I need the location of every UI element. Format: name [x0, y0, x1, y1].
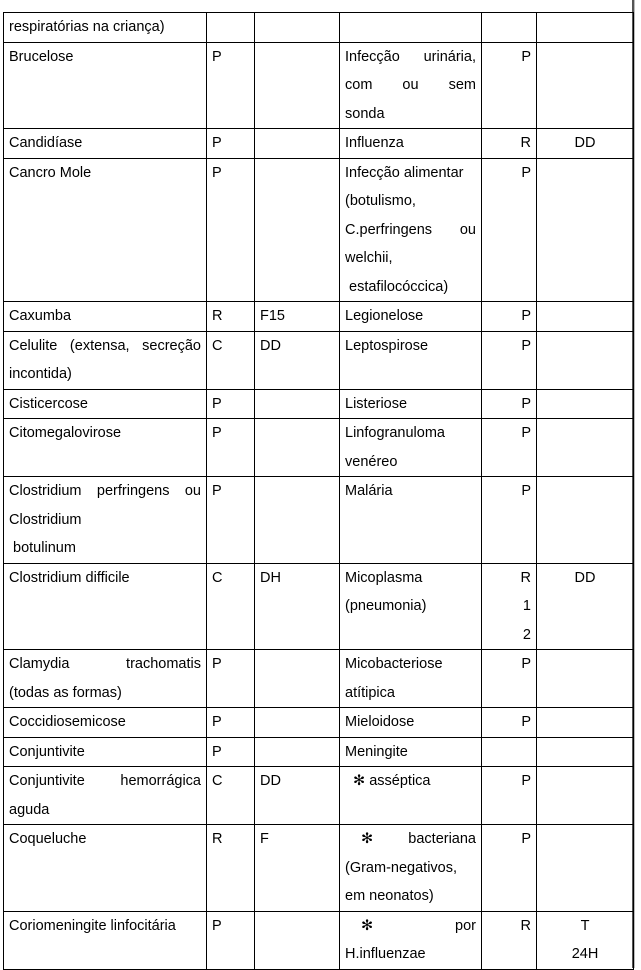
table-row — [4, 158, 634, 302]
disease-name-line: Conjuntivite — [9, 743, 85, 760]
precaution-type-cell — [482, 419, 537, 477]
disease-name-cell — [340, 129, 482, 159]
disease-name-line: Leptospirose — [345, 337, 429, 354]
disease-name-line: Brucelose — [9, 48, 74, 65]
table-row — [4, 650, 634, 708]
precaution-type-cell: C — [207, 767, 255, 825]
disease-name-cell — [4, 389, 207, 419]
disease-name-line — [9, 650, 201, 679]
word: Clostridium — [9, 483, 82, 499]
precaution-type-cell — [482, 158, 537, 302]
disease-name-line — [9, 767, 201, 796]
table-row — [4, 825, 634, 912]
duration-cell — [537, 13, 634, 43]
precaution-type-line: P — [521, 48, 531, 65]
duration-line: DD — [574, 135, 596, 151]
duration-cell — [537, 302, 634, 332]
duration-cell: DD — [255, 767, 340, 825]
disease-name-line: Caxumba — [9, 308, 72, 324]
precaution-type-line: P — [521, 425, 531, 441]
duration-cell — [537, 911, 634, 969]
disease-name-cell — [340, 158, 482, 302]
disease-name-line: Cancro Mole — [9, 164, 92, 181]
disease-name-cell — [4, 158, 207, 302]
disease-name-cell — [340, 389, 482, 419]
table-row — [4, 389, 634, 419]
disease-name-line: Clostridium difficile — [9, 569, 130, 586]
duration-cell — [255, 13, 340, 43]
disease-name-cell — [4, 331, 207, 389]
disease-name-cell — [4, 825, 207, 912]
precaution-type-cell: P — [207, 419, 255, 477]
precaution-type-cell — [482, 650, 537, 708]
disease-name-line: ✻ asséptica — [345, 773, 431, 789]
disease-name-cell — [340, 419, 482, 477]
word: secreção — [142, 337, 201, 354]
disease-name-line: incontida) — [9, 366, 72, 382]
disease-name-cell — [340, 650, 482, 708]
word: Conjuntivite — [9, 773, 85, 789]
disease-name-line — [9, 477, 201, 506]
precaution-type-line: 2 — [522, 626, 531, 643]
disease-name-line: (pneumonia) — [345, 598, 427, 614]
duration-cell — [255, 42, 340, 129]
disease-name-cell — [4, 911, 207, 969]
disease-name-cell — [4, 302, 207, 332]
precaution-type-cell: R — [207, 302, 255, 332]
precaution-type-cell: P — [207, 737, 255, 767]
duration-line: T — [580, 917, 590, 934]
precaution-type-line: P — [521, 337, 531, 354]
disease-name-cell — [4, 13, 207, 43]
disease-name-cell — [4, 419, 207, 477]
precaution-type-cell — [482, 911, 537, 969]
word: trachomatis — [126, 656, 201, 672]
precaution-type-cell — [482, 767, 537, 825]
word: por — [455, 917, 476, 934]
disease-name-cell — [4, 129, 207, 159]
disease-name-line: H.influenzae — [345, 946, 426, 962]
disease-name-cell — [340, 302, 482, 332]
duration-cell — [255, 737, 340, 767]
precaution-type-line: 1 — [522, 598, 531, 614]
table-row — [4, 129, 634, 159]
disease-name-line: Malária — [345, 483, 393, 499]
precaution-type-cell — [482, 302, 537, 332]
precaution-type-cell: P — [207, 389, 255, 419]
disease-name-cell — [4, 477, 207, 564]
disease-name-cell — [4, 563, 207, 650]
duration-cell — [537, 158, 634, 302]
precaution-type-line: P — [521, 831, 531, 847]
duration-cell — [537, 767, 634, 825]
duration-cell — [537, 331, 634, 389]
precaution-type-cell: P — [207, 42, 255, 129]
word: ou — [459, 221, 476, 238]
duration-cell — [255, 389, 340, 419]
precaution-type-line: P — [521, 308, 531, 324]
disease-name-cell — [4, 42, 207, 129]
precaution-type-cell — [482, 42, 537, 129]
disease-name-cell — [4, 650, 207, 708]
disease-name-line: estafilocóccica) — [345, 278, 449, 295]
disease-name-line — [345, 71, 476, 100]
disease-name-line — [345, 43, 476, 72]
precaution-type-cell: C — [207, 563, 255, 650]
duration-cell — [537, 42, 634, 129]
precaution-type-cell: P — [207, 650, 255, 708]
word: com — [345, 77, 373, 93]
word: Clamydia — [9, 656, 70, 672]
disease-name-cell — [4, 708, 207, 738]
disease-name-line: Listeriose — [345, 395, 408, 412]
table-row — [4, 419, 634, 477]
disease-name-line: Coccidiosemicose — [9, 714, 126, 730]
duration-cell — [537, 737, 634, 767]
page-edge-shadow — [634, 0, 635, 968]
duration-cell — [537, 650, 634, 708]
precaution-type-cell — [482, 737, 537, 767]
duration-cell — [537, 825, 634, 912]
isolation-precautions-table — [3, 12, 634, 970]
disease-name-line: Clostridium — [9, 511, 82, 528]
duration-cell: F15 — [255, 302, 340, 332]
word: bacteriana — [408, 831, 476, 847]
duration-cell — [255, 419, 340, 477]
precaution-type-cell: P — [207, 477, 255, 564]
duration-cell — [537, 477, 634, 564]
table-body — [4, 13, 634, 970]
disease-name-line: Coriomeningite linfocitária — [9, 917, 176, 934]
duration-line: 24H — [571, 946, 599, 962]
word: perfringens — [96, 483, 170, 499]
word: ✻ — [361, 831, 374, 847]
duration-cell — [255, 650, 340, 708]
disease-name-cell — [340, 737, 482, 767]
disease-name-line: Mieloidose — [345, 714, 415, 730]
disease-name-line: Micobacteriose — [345, 656, 443, 672]
precaution-type-line: R — [520, 569, 531, 586]
disease-name-cell — [340, 13, 482, 43]
disease-name-line: Linfogranuloma — [345, 425, 445, 441]
disease-name-line: sonda — [345, 105, 385, 122]
duration-cell — [255, 911, 340, 969]
disease-name-line: Citomegalovirose — [9, 425, 122, 441]
precaution-type-line: P — [521, 483, 531, 499]
duration-cell — [255, 708, 340, 738]
disease-name-line — [345, 912, 476, 941]
precaution-type-cell — [482, 331, 537, 389]
disease-name-cell — [4, 767, 207, 825]
word: (extensa, — [69, 337, 130, 354]
precaution-type-cell — [482, 708, 537, 738]
word: sem — [448, 77, 476, 93]
precaution-type-line: P — [521, 714, 531, 730]
table-row — [4, 708, 634, 738]
disease-name-cell — [340, 477, 482, 564]
disease-name-cell — [340, 767, 482, 825]
duration-cell — [255, 477, 340, 564]
duration-cell: DD — [255, 331, 340, 389]
precaution-type-cell — [207, 13, 255, 43]
table-row — [4, 737, 634, 767]
precaution-type-line: P — [521, 395, 531, 412]
duration-cell: F — [255, 825, 340, 912]
word: urinária, — [423, 48, 476, 65]
disease-name-line: em neonatos) — [345, 888, 434, 904]
disease-name-line: Meningite — [345, 743, 408, 760]
duration-cell: DH — [255, 563, 340, 650]
disease-name-line: (Gram-negativos, — [345, 859, 458, 876]
disease-name-line: Infecção alimentar — [345, 164, 464, 181]
disease-name-line: Influenza — [345, 135, 404, 151]
disease-name-line: venéreo — [345, 453, 398, 470]
disease-name-line: Legionelose — [345, 308, 424, 324]
word: ✻ — [361, 917, 374, 934]
word: Infecção — [345, 48, 400, 65]
disease-name-line — [9, 332, 201, 361]
disease-name-line: aguda — [9, 801, 50, 818]
table-row — [4, 13, 634, 43]
precaution-type-cell: P — [207, 708, 255, 738]
disease-name-line: atítipica — [345, 684, 395, 701]
duration-cell — [537, 563, 634, 650]
duration-cell — [537, 129, 634, 159]
disease-name-cell — [340, 563, 482, 650]
precaution-type-line: P — [521, 164, 531, 181]
precaution-type-cell: R — [207, 825, 255, 912]
precaution-type-line: R — [520, 135, 531, 151]
disease-name-line: Cisticercose — [9, 395, 88, 412]
precaution-type-cell: P — [207, 129, 255, 159]
duration-cell — [537, 389, 634, 419]
table-row — [4, 302, 634, 332]
disease-name-cell — [340, 42, 482, 129]
precaution-type-cell — [482, 129, 537, 159]
disease-name-line — [345, 216, 476, 245]
table-row — [4, 911, 634, 969]
disease-name-cell — [340, 825, 482, 912]
precaution-type-cell — [482, 563, 537, 650]
duration-line: DD — [574, 569, 596, 586]
precaution-type-cell: P — [207, 911, 255, 969]
disease-name-line: (botulismo, — [345, 193, 416, 209]
disease-name-line: Coqueluche — [9, 831, 87, 847]
disease-name-line: Micoplasma — [345, 569, 423, 586]
precaution-type-line: P — [521, 773, 531, 789]
disease-name-cell — [340, 331, 482, 389]
precaution-type-line: R — [520, 917, 531, 934]
table-row — [4, 477, 634, 564]
duration-cell — [255, 158, 340, 302]
disease-name-cell — [4, 737, 207, 767]
disease-name-cell — [340, 911, 482, 969]
disease-name-cell — [340, 708, 482, 738]
disease-name-line: botulinum — [9, 540, 76, 556]
duration-cell — [255, 129, 340, 159]
precaution-type-cell — [482, 477, 537, 564]
disease-name-line — [345, 825, 476, 854]
precaution-type-cell: P — [207, 158, 255, 302]
precaution-type-cell — [482, 13, 537, 43]
word: ou — [402, 77, 419, 93]
disease-name-line: respiratórias na criança) — [9, 19, 165, 35]
precaution-type-line: P — [521, 656, 531, 672]
table-row — [4, 331, 634, 389]
table-row — [4, 42, 634, 129]
word: Celulite — [9, 337, 58, 354]
precaution-type-cell — [482, 389, 537, 419]
disease-name-line: (todas as formas) — [9, 684, 122, 701]
disease-name-line: welchii, — [345, 250, 393, 266]
duration-cell — [537, 708, 634, 738]
word: ou — [184, 483, 201, 499]
precaution-type-cell — [482, 825, 537, 912]
disease-name-line: Candidíase — [9, 135, 83, 151]
precaution-type-cell: C — [207, 331, 255, 389]
table-row — [4, 767, 634, 825]
word: C.perfringens — [345, 221, 433, 238]
word: hemorrágica — [120, 773, 201, 789]
table-row — [4, 563, 634, 650]
duration-cell — [537, 419, 634, 477]
